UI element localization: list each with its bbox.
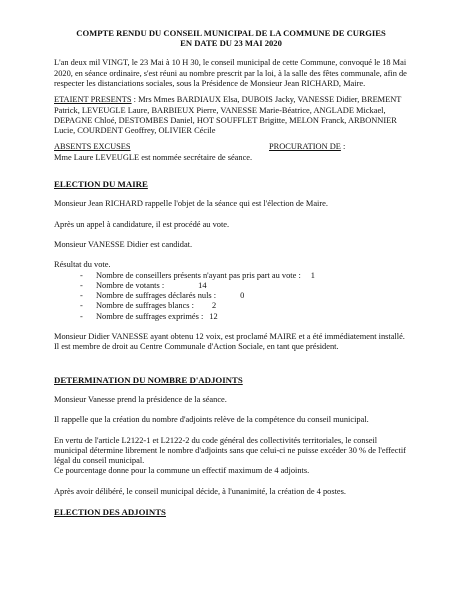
list-item: - Nombre de votants : 14 <box>80 280 207 290</box>
vote-results-list <box>54 271 408 322</box>
results-label: Résultat du vote. <box>54 260 111 270</box>
maire-paragraph-1: Monsieur Jean RICHARD rappelle l'objet de la séance qui est l'élection de Maire. <box>54 199 328 209</box>
adjoints-paragraph-3: En vertu de l'article L2122-1 et L2122-2 du code général des collectivités territoriales, le conseil municipal détermine librement le nombre d'adjoints sans que celui-ci ne puisse excéder 30 % de l'effectif légal du conseil municipal. <box>54 435 406 466</box>
procuration-suffix: : <box>340 142 346 152</box>
presents-paragraph <box>54 95 408 136</box>
intro-paragraph: L'an deux mil VINGT, le 23 Mai à 10 H 30, le conseil municipal de cette Commune, convoqué le 18 Mai 2020, en séance ordinaire, s'est réuni au nombre prescrit par la loi, à la salle des fêtes communale, afin de respecter les distanciations sociales, sous la Présidence de Monsieur Jean RICHARD, Maire. <box>54 58 407 88</box>
adjoints-paragraph-4: Ce pourcentage donne pour la commune un effectif maximum de 4 adjoints. <box>54 466 310 476</box>
list-item: - Nombre de suffrages blancs : 2 <box>80 301 217 311</box>
document-title-line-2: EN DATE DU 23 MAI 2020 <box>180 38 282 49</box>
presents-label: ETAIENT PRESENTS <box>54 95 132 105</box>
list-item: - Nombre de conseillers présents n'ayant pas pris part au vote : 1 <box>80 270 315 280</box>
list-item: - Nombre de suffrages exprimés : 12 <box>80 311 218 321</box>
adjoints-paragraph-2: Il rappelle que la création du nombre d'adjoints relève de la compétence du conseil municipal. <box>54 415 369 425</box>
presents-list: : Mrs Mmes BARDIAUX Elsa, DUBOIS Jacky, VANESSE Didier, BREMENT Patrick, LEVEUGLE Laure, BARBIEUX Pierre, VANESSE Marie-Béatrice, ANGLADE Mickael, DEPAGNE Chloé, DESTOMBES Daniel, HOT SOUFFLET Brigitte, MELON Franck, ARBONNIER Lucie, COURDENT Geoffrey, OLIVIER Cécile <box>54 95 402 136</box>
adjoints-paragraph-5: Après avoir délibéré, le conseil municipal décide, à l'unanimité, la création de 4 postes. <box>54 486 346 496</box>
heading-nombre-adjoints: DETERMINATION DU NOMBRE D'ADJOINTS <box>54 374 243 385</box>
maire-paragraph-3: Monsieur VANESSE Didier est candidat. <box>54 239 193 249</box>
maire-paragraph-4: Monsieur Didier VANESSE ayant obtenu 12 voix, est proclamé MAIRE et a été immédiatement installé. <box>54 332 405 342</box>
secretary-paragraph: Mme Laure LEVEUGLE est nommée secrétaire de séance. <box>54 152 253 162</box>
heading-election-adjoints: ELECTION DES ADJOINTS <box>54 507 166 518</box>
list-item: - Nombre de suffrages déclarés nuls : 0 <box>80 291 245 301</box>
heading-election-maire: ELECTION DU MAIRE <box>54 179 148 190</box>
maire-paragraph-2: Après un appel à candidature, il est procédé au vote. <box>54 219 230 229</box>
procuration-label: PROCURATION DE <box>269 142 341 152</box>
maire-paragraph-5: Il est membre de droit au Centre Communale d'Action Sociale, en tant que président. <box>54 342 339 352</box>
adjoints-paragraph-1: Monsieur Vanesse prend la présidence de la séance. <box>54 394 227 404</box>
absents-row <box>54 142 408 152</box>
absents-label: ABSENTS EXCUSES <box>54 142 131 152</box>
document-title-line-1: COMPTE RENDU DU CONSEIL MUNICIPAL DE LA COMMUNE DE CURGIES <box>76 28 386 38</box>
